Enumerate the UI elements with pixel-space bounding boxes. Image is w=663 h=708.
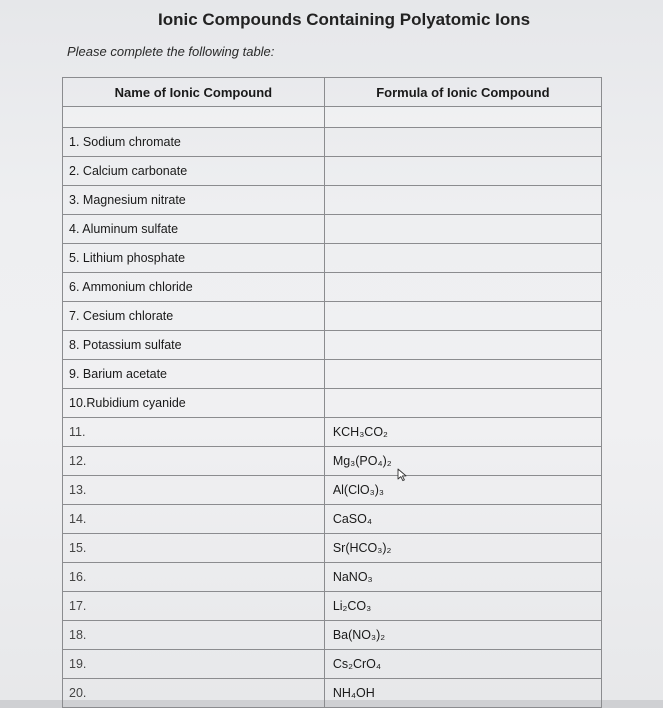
name-answer-cell[interactable]: 11.	[63, 418, 325, 447]
formula-cell: Li₂CO₃	[324, 592, 601, 621]
page-title: Ionic Compounds Containing Polyatomic Ions	[158, 10, 531, 29]
compound-name-cell: 6. Ammonium chloride	[63, 273, 325, 302]
formula-answer-cell[interactable]	[324, 215, 601, 244]
table-row	[63, 476, 602, 505]
name-answer-cell[interactable]: 12.	[63, 447, 325, 476]
formula-cell: Sr(HCO₃)₂	[324, 534, 601, 563]
compound-name-cell: 7. Cesium chlorate	[63, 302, 325, 331]
table-row	[63, 621, 602, 650]
table-row	[63, 679, 602, 708]
formula-cell: Mg₃(PO₄)₂	[324, 447, 601, 476]
table-row	[63, 128, 602, 157]
table-body	[63, 107, 602, 708]
name-answer-cell[interactable]: 17.	[63, 592, 325, 621]
table-spacer-row	[63, 107, 602, 128]
formula-cell: Ba(NO₃)₂	[324, 621, 601, 650]
name-answer-cell[interactable]: 18.	[63, 621, 325, 650]
formula-answer-cell[interactable]	[324, 128, 601, 157]
table-row	[63, 360, 602, 389]
formula-cell: NaNO₃	[324, 563, 601, 592]
compound-name-cell: 2. Calcium carbonate	[63, 157, 325, 186]
formula-cell: KCH₃CO₂	[324, 418, 601, 447]
formula-answer-cell[interactable]	[324, 360, 601, 389]
compound-name-cell: 8. Potassium sulfate	[63, 331, 325, 360]
column-header-formula: Formula of Ionic Compound	[324, 78, 601, 107]
compound-name-cell: 1. Sodium chromate	[63, 128, 325, 157]
name-answer-cell[interactable]: 20.	[63, 679, 325, 708]
table-row	[63, 505, 602, 534]
formula-answer-cell[interactable]	[324, 244, 601, 273]
formula-answer-cell[interactable]	[324, 302, 601, 331]
name-answer-cell[interactable]: 19.	[63, 650, 325, 679]
table-row	[63, 244, 602, 273]
table-row	[63, 215, 602, 244]
compound-name-cell: 3. Magnesium nitrate	[63, 186, 325, 215]
table-row	[63, 650, 602, 679]
formula-cell: Cs₂CrO₄	[324, 650, 601, 679]
column-header-name: Name of Ionic Compound	[63, 78, 325, 107]
formula-cell: NH₄OH	[324, 679, 601, 708]
table-row	[63, 447, 602, 476]
compound-table	[62, 77, 602, 708]
compound-name-cell: 4. Aluminum sulfate	[63, 215, 325, 244]
name-answer-cell[interactable]: 14.	[63, 505, 325, 534]
formula-answer-cell[interactable]	[324, 186, 601, 215]
table-row	[63, 592, 602, 621]
compound-name-cell: 10.Rubidium cyanide	[63, 389, 325, 418]
name-answer-cell[interactable]: 15.	[63, 534, 325, 563]
table-row	[63, 273, 602, 302]
formula-answer-cell[interactable]	[324, 389, 601, 418]
compound-name-cell: 9. Barium acetate	[63, 360, 325, 389]
table-row	[63, 418, 602, 447]
formula-cell: CaSO₄	[324, 505, 601, 534]
formula-answer-cell[interactable]	[324, 157, 601, 186]
formula-cell: Al(ClO₃)₃	[324, 476, 601, 505]
table-header-row	[63, 78, 602, 107]
formula-answer-cell[interactable]	[324, 273, 601, 302]
mouse-pointer-icon	[396, 468, 410, 482]
table-row	[63, 302, 602, 331]
table-row	[63, 186, 602, 215]
name-answer-cell[interactable]: 13.	[63, 476, 325, 505]
instructions-text: Please complete the following table:	[67, 44, 275, 59]
table-row	[63, 331, 602, 360]
formula-answer-cell[interactable]	[324, 331, 601, 360]
table-row	[63, 534, 602, 563]
table-row	[63, 157, 602, 186]
name-answer-cell[interactable]: 16.	[63, 563, 325, 592]
table-row	[63, 389, 602, 418]
compound-name-cell: 5. Lithium phosphate	[63, 244, 325, 273]
table-row	[63, 563, 602, 592]
